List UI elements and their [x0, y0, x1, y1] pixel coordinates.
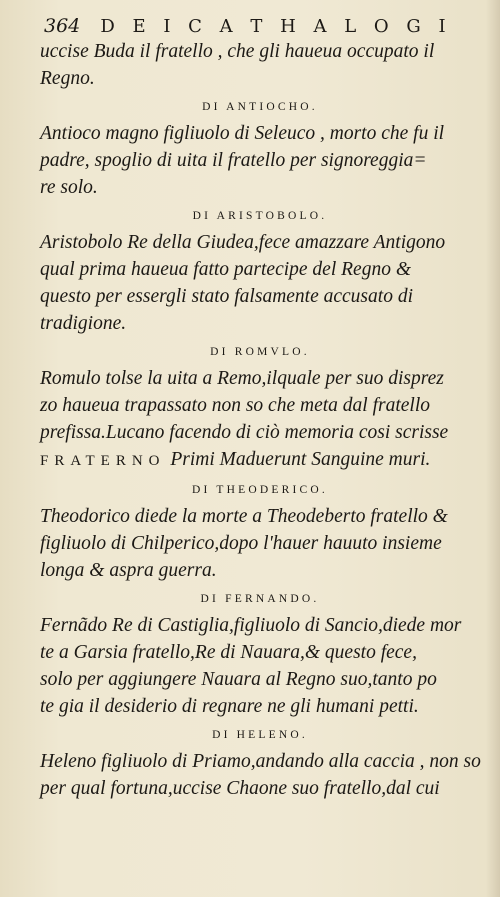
section-intro	[40, 38, 480, 92]
section-heading: DI ROMVLO.	[210, 346, 310, 358]
text-line: figliuolo di Chilperico,dopo l'hauer hauuto insieme	[40, 533, 442, 554]
section-theoderico	[40, 481, 480, 584]
text-line: Fernãdo Re di Castiglia,figliuolo di Sancio,diede mor	[40, 615, 462, 636]
section-heading: DI FERNANDO.	[200, 593, 320, 605]
text-line: padre, spoglio di uita il fratello per signoreggia=	[40, 150, 427, 171]
text-line: uccise Buda il fratello , che gli haueua occupato il	[40, 41, 435, 62]
text-line: Aristobolo Re della Giudea,fece amazzare Antigono	[40, 232, 446, 253]
page-body	[40, 38, 480, 802]
text-line: re solo.	[40, 177, 98, 198]
text-line: tradigione.	[40, 313, 127, 334]
section-romulo	[40, 343, 480, 475]
section-fernando	[40, 590, 480, 720]
text-line: prefissa.Lucano facendo di ciò memoria cosi scrisse	[40, 422, 449, 443]
quote-word: FRATERNO	[40, 453, 166, 469]
page-gutter-shadow	[486, 0, 500, 897]
section-heleno	[40, 726, 480, 802]
section-aristobolo	[40, 207, 480, 337]
text-line: zo haueua trapassato non so che meta dal fratello	[40, 395, 430, 416]
quote-text: Primi Maduerunt Sanguine muri.	[170, 449, 431, 470]
section-antiocho	[40, 98, 480, 201]
section-heading: DI ARISTOBOLO.	[192, 210, 328, 222]
quote-line	[40, 446, 480, 475]
text-line: Heleno figliuolo di Priamo,andando alla caccia , non so	[40, 751, 481, 772]
text-line: longa & aspra guerra.	[40, 560, 217, 581]
page-header	[44, 14, 464, 39]
text-line: Antioco magno figliuolo di Seleuco , morto che fu il	[40, 123, 445, 144]
text-line: solo per aggiungere Nauara al Regno suo,tanto po	[40, 669, 437, 690]
text-line: Regno.	[40, 68, 95, 89]
text-line: Theodorico diede la morte a Theodeberto fratello &	[40, 506, 448, 527]
section-heading: DI ANTIOCHO.	[202, 101, 318, 113]
section-heading: DI HELENO.	[212, 729, 308, 741]
text-line: te a Garsia fratello,Re di Nauara,& questo fece,	[40, 642, 417, 663]
text-line: te gia il desiderio di regnare ne gli humani petti.	[40, 696, 419, 717]
text-line: qual prima haueua fatto partecipe del Regno &	[40, 259, 411, 280]
text-line: per qual fortuna,uccise Chaone suo fratello,dal cui	[40, 778, 440, 799]
text-line: Romulo tolse la uita a Remo,ilquale per suo disprez	[40, 368, 444, 389]
page-number: 364	[44, 15, 81, 37]
running-head: D E I C A T H A L O G I	[100, 16, 452, 37]
text-line: questo per essergli stato falsamente accusato di	[40, 286, 413, 307]
section-heading: DI THEODERICO.	[192, 484, 328, 496]
